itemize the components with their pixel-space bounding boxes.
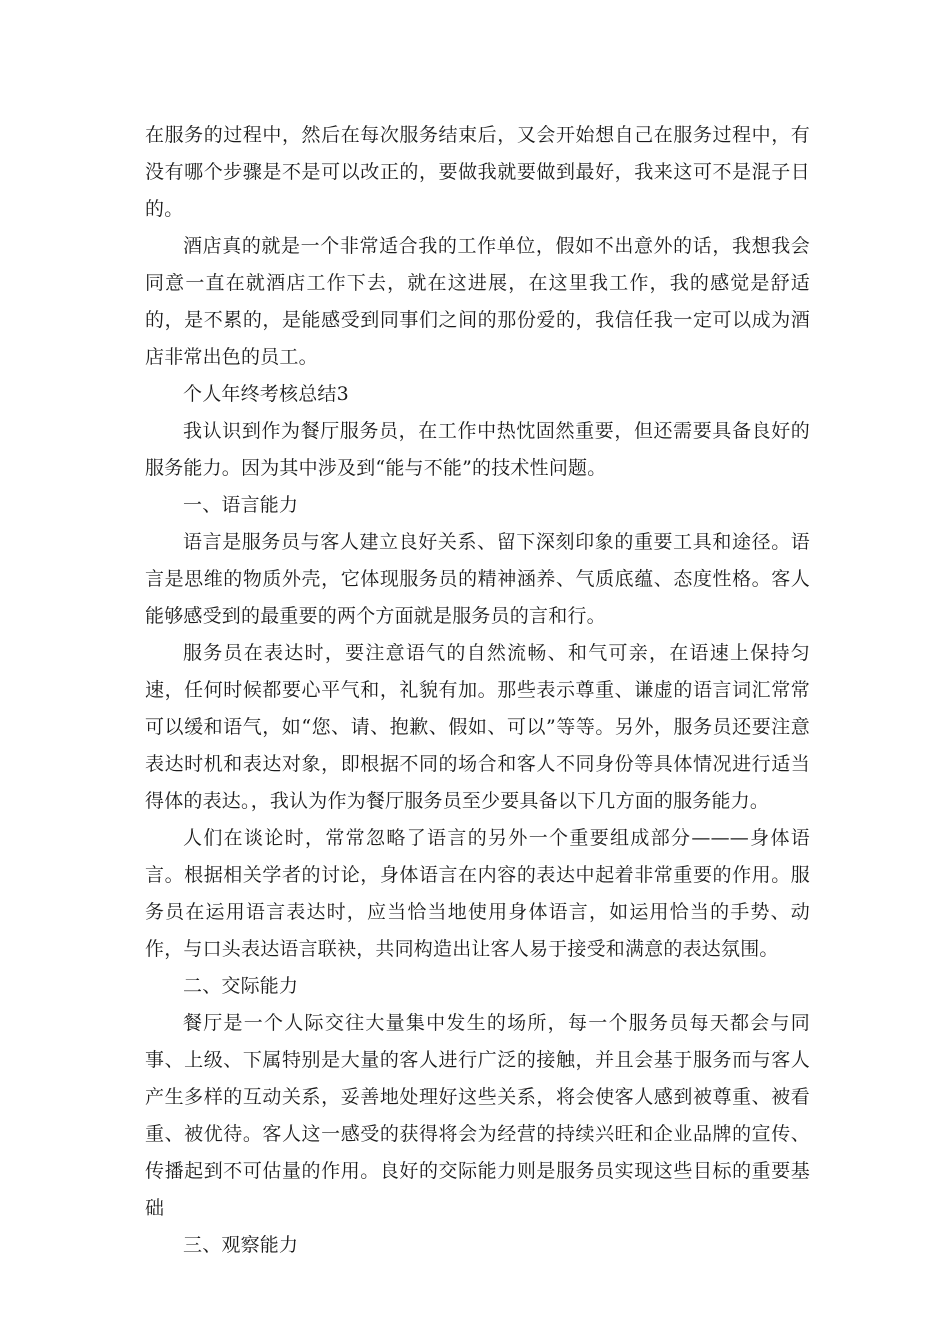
paragraph: 人们在谈论时，常常忽略了语言的另外一个重要组成部分———身体语言。根据相关学者的讨论，身体语言在内容的表达中起着非常重要的作用。服务员在运用语言表达时，应当恰当地使用身体语言，如运用恰当的手势、动作，与口头表达语言联袂，共同构造出让客人易于接受和满意的表达氛围。 [145,827,810,960]
paragraph-continued: 在服务的过程中，然后在每次服务结束后，又会开始想自己在服务过程中，有没有哪个步骤是不是可以改正的，要做我就要做到最好，我来这可不是混子日的。 [145,124,810,220]
paragraph: 服务员在表达时，要注意语气的自然流畅、和气可亲，在语速上保持匀速，任何时候都要心平气和，礼貌有加。那些表示尊重、谦虚的语言词汇常常可以缓和语气，如“您、请、抱歉、假如、可以”等等。另外，服务员还要注意表达时机和表达对象，即根据不同的场合和客人不同身份等具体情况进行适当得体的表达。，我认为作为餐厅服务员至少要具备以下几方面的服务能力。 [145,642,810,812]
paragraph: 语言是服务员与客人建立良好关系、留下深刻印象的重要工具和途径。语言是思维的物质外壳，它体现服务员的精神涵养、气质底蕴、态度性格。客人能够感受到的最重要的两个方面就是服务员的言和行。 [145,531,810,627]
section-title: 个人年终考核总结3 [183,383,349,405]
paragraph: 餐厅是一个人际交往大量集中发生的场所，每一个服务员每天都会与同事、上级、下属特别是大量的客人进行广泛的接触，并且会基于服务而与客人产生多样的互动关系，妥善地处理好这些关系，将会使客人感到被尊重、被看重、被优待。客人这一感受的获得将会为经营的持续兴旺和企业品牌的宣传、传播起到不可估量的作用。良好的交际能力则是服务员实现这些目标的重要基础 [145,1012,810,1219]
section-heading: 二、交际能力 [183,975,299,997]
section-heading: 一、语言能力 [183,494,299,516]
section-heading: 三、观察能力 [183,1234,299,1256]
document-page [145,117,810,1264]
paragraph: 我认识到作为餐厅服务员，在工作中热忱固然重要，但还需要具备良好的服务能力。因为其中涉及到“能与不能”的技术性问题。 [145,420,810,479]
paragraph: 酒店真的就是一个非常适合我的工作单位，假如不出意外的话，我想我会同意一直在就酒店工作下去，就在这进展，在这里我工作，我的感觉是舒适的，是不累的，是能感受到同事们之间的那份爱的，我信任我一定可以成为酒店非常出色的员工。 [145,235,810,368]
